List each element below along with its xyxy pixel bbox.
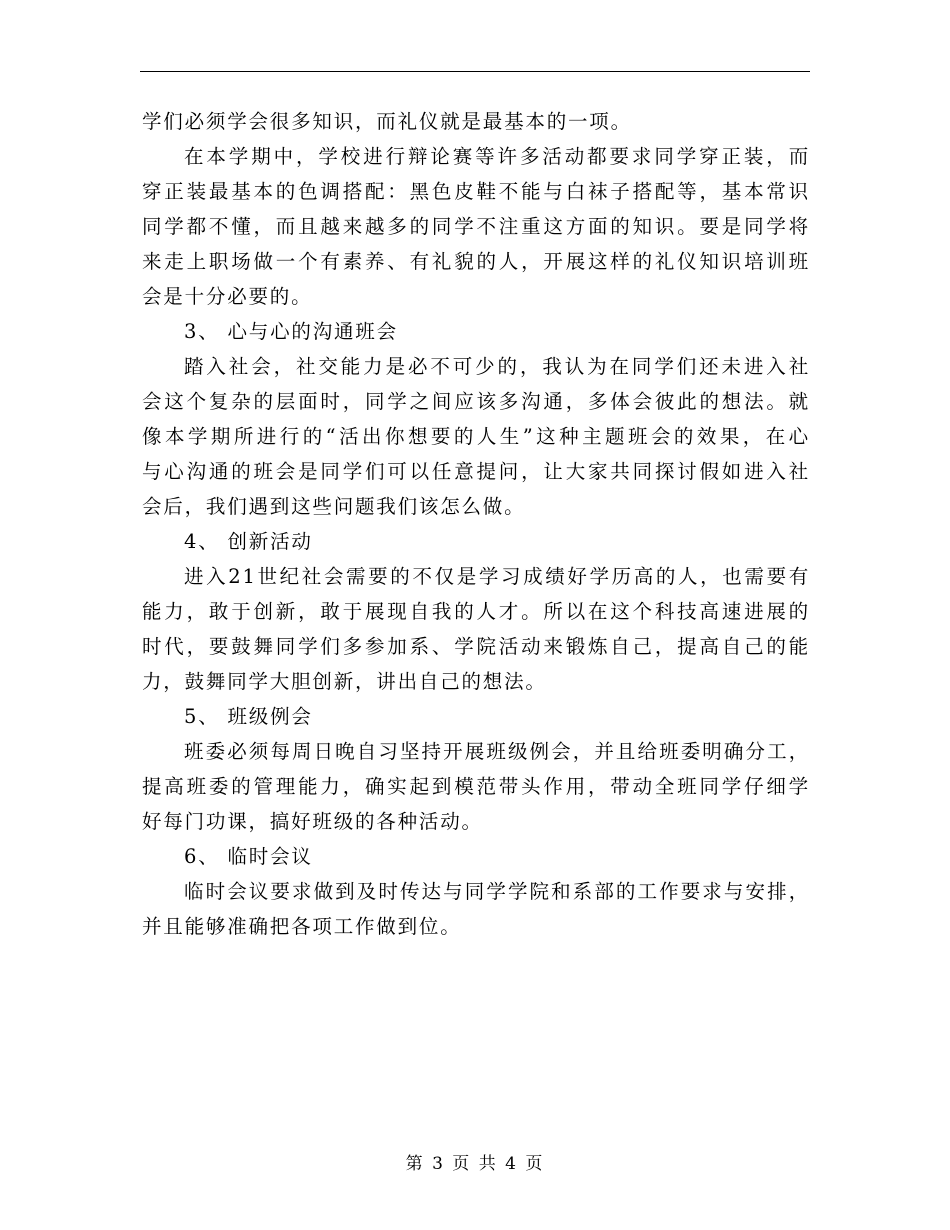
paragraph-dress-code (142, 139, 810, 314)
text-line: 来走上职场做一个有素养、有礼貌的人，开展这样的礼仪知识培训班 (142, 250, 810, 273)
text-line: 踏入社会，社交能力是必不可少的，我认为在同学们还未进入社 (184, 355, 810, 378)
text-line: 好每门功课，搞好班级的各种活动。 (142, 810, 483, 833)
text-line: 会后，我们遇到这些问题我们该怎么做。 (142, 495, 526, 518)
section-heading-6: 6、 临时会议 (184, 845, 313, 868)
paragraph-temporary-meeting (142, 874, 810, 944)
header-rule (140, 71, 810, 72)
text-line: 提高班委的管理能力，确实起到模范带头作用，带动全班同学仔细学 (142, 775, 810, 798)
text-line: 穿正装最基本的色调搭配：黑色皮鞋不能与白袜子搭配等，基本常识 (142, 180, 810, 203)
document-body (142, 104, 810, 944)
text-line: 学们必须学会很多知识，而礼仪就是最基本的一项。 (142, 110, 632, 133)
text-line: 进入21世纪社会需要的不仅是学习成绩好学历高的人，也需要有 (184, 565, 810, 588)
text-line: 与心沟通的班会是同学们可以任意提问，让大家共同探讨假如进入社 (142, 460, 810, 483)
text-line: 力，鼓舞同学大胆创新，讲出自己的想法。 (142, 670, 547, 693)
text-line: 同学都不懂，而且越来越多的同学不注重这方面的知识。要是同学将 (142, 215, 810, 238)
text-line: 会这个复杂的层面时，同学之间应该多沟通，多体会彼此的想法。就 (142, 390, 810, 413)
text-line: 能力，敢于创新，敢于展现自我的人才。所以在这个科技高速进展的 (142, 600, 810, 623)
paragraph-innovation (142, 559, 810, 699)
text-line: 并且能够准确把各项工作做到位。 (142, 915, 462, 938)
section-heading-5: 5、 班级例会 (184, 705, 313, 728)
paragraph-class-meeting (142, 734, 810, 839)
text-line: 会是十分必要的。 (142, 285, 313, 308)
paragraph-continuation (142, 104, 810, 139)
paragraph-communication (142, 349, 810, 524)
section-heading-3: 3、 心与心的沟通班会 (184, 320, 398, 343)
text-line: 班委必须每周日晚自习坚持开展班级例会，并且给班委明确分工， (184, 740, 810, 763)
section-heading-4: 4、 创新活动 (184, 530, 313, 553)
text-line: 临时会议要求做到及时传达与同学学院和系部的工作要求与安排， (184, 880, 810, 903)
page-number: 第 3 页 共 4 页 (405, 1154, 545, 1174)
text-line: 在本学期中，学校进行辩论赛等许多活动都要求同学穿正装，而 (184, 145, 810, 168)
text-line: 像本学期所进行的“活出你想要的人生”这种主题班会的效果，在心 (142, 425, 810, 448)
text-line: 时代，要鼓舞同学们多参加系、学院活动来锻炼自己，提高自己的能 (142, 635, 810, 658)
